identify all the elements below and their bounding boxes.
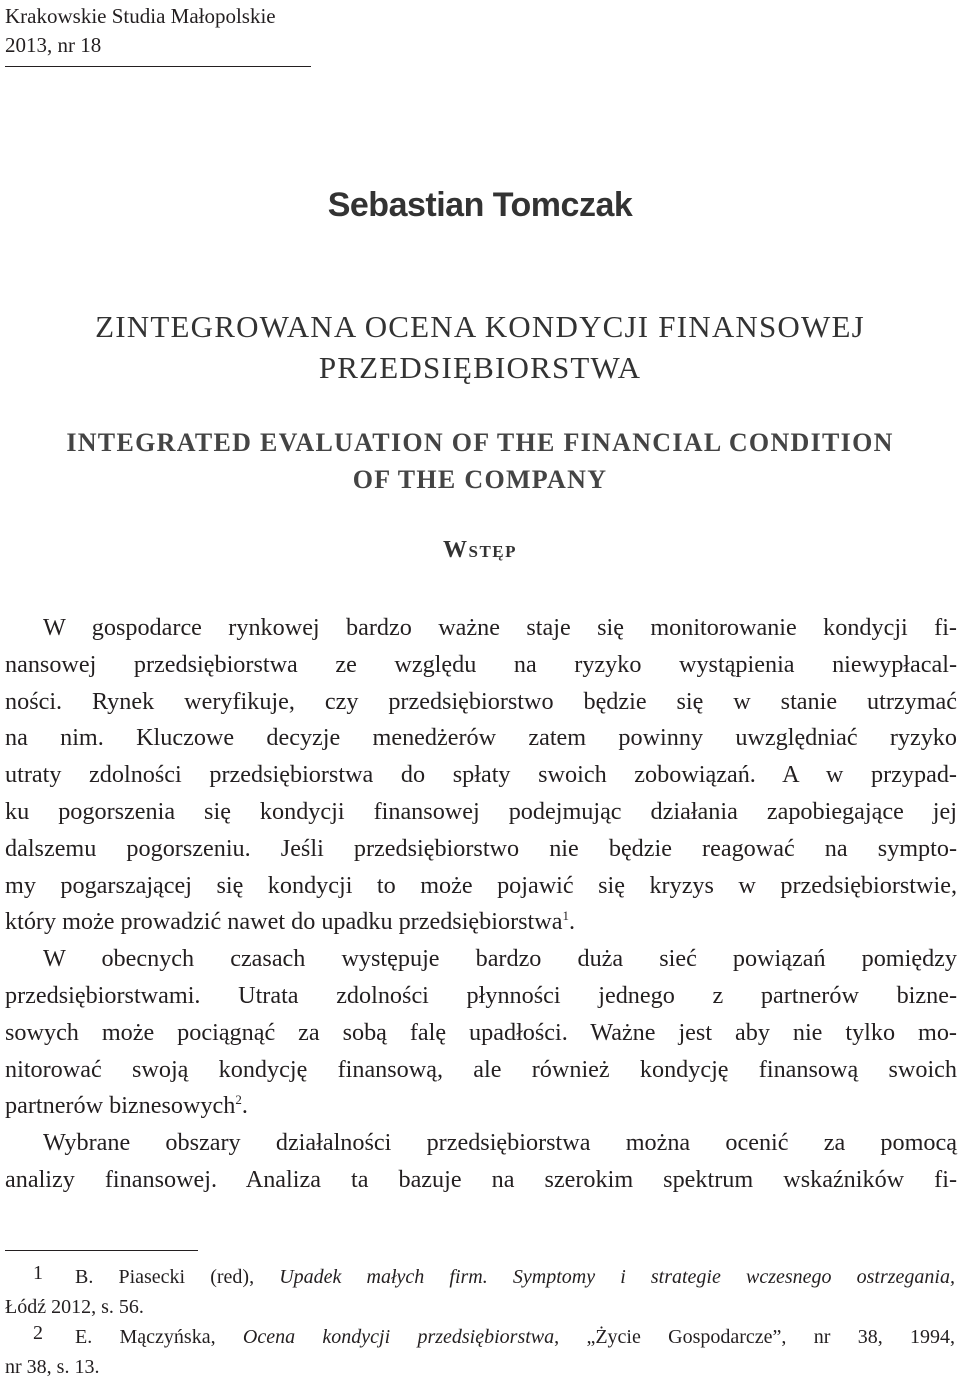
footnote-title: Upadek małych firm. Symptomy i strategie wczesnego ostrzegania, [279,1266,955,1288]
section-heading: Wstęp [442,537,518,563]
article-title-english [0,424,960,498]
footnote-2 [5,1322,955,1352]
footnotes [5,1262,955,1382]
body-line: my pogarszającej się kondycji to może pojawić się kryzys w przedsiębiorstwie, [5,871,957,899]
body-line: partnerów biznesowych$^2$. [5,1092,248,1120]
body-line: nitorować swoją kondycję finansową, ale również kondycję finansową swoich [5,1055,957,1083]
footnote-ref-1[interactable]: 1 [562,908,569,924]
footnote-1-cont: Łódź 2012, s. 56. [5,1296,144,1318]
article-title-polish [0,306,960,388]
footnote-number: 1 [33,1262,43,1284]
title-pl-line-1: ZINTEGROWANA OCENA KONDYCJI FINANSOWEJ [95,309,865,344]
paragraph-2 [5,941,957,1125]
journal-header [5,2,276,60]
body-line: przedsiębiorstwami. Utrata zdolności płynności jednego z partnerów bizne- [5,981,957,1009]
body-line: dalszemu pogorszeniu. Jeśli przedsiębiorstwo nie będzie reagować na sympto- [5,834,957,862]
footnote-1 [5,1262,955,1292]
title-en-line-1: INTEGRATED EVALUATION OF THE FINANCIAL CONDITION [66,428,894,457]
title-en-line-2: OF THE COMPANY [352,465,608,494]
article-body [5,610,957,1199]
body-line: nansowej przedsiębiorstwa ze względu na ryzyko wystąpienia niewypłacal- [5,650,957,678]
body-line: na nim. Kluczowe decyzje menedżerów zatem powinny uwzględniać ryzyko [5,724,957,752]
title-pl-line-2: PRZEDSIĘBIORSTWA [318,350,642,385]
body-line: analizy finansowej. Analiza ta bazuje na szerokim spektrum wskaźników fi- [5,1165,957,1193]
body-line: ności. Rynek weryfikuje, czy przedsiębiorstwo będzie się w stanie utrzymać [5,687,957,715]
header-divider [5,66,311,67]
paragraph-1 [5,610,957,941]
body-line: Wybrane obszary działalności przedsiębiorstwa można ocenić za pomocą [43,1129,957,1157]
footnote-title: Ocena kondycji przedsiębiorstwa [242,1326,555,1348]
body-line: ku pogorszenia się kondycji finansowej podejmując działania zapobiegające jej [5,797,957,825]
footnote-author: B. Piasecki (red), [75,1266,280,1288]
footnote-number: 2 [33,1322,43,1344]
footnote-details: , „Życie Gospodarcze”, nr 38, 1994, [554,1326,955,1348]
paragraph-3 [5,1125,957,1199]
body-line: sowych może pociągnąć za sobą falę upadłości. Ważne jest aby nie tylko mo- [5,1018,957,1046]
body-line: utraty zdolności przedsiębiorstwa do spłaty swoich zobowiązań. A w przypad- [5,761,957,789]
body-line: W obecnych czasach występuje bardzo duża sieć powiązań pomiędzy [43,945,957,973]
footnote-divider [5,1250,198,1251]
article-author: Sebastian Tomczak [327,186,633,224]
body-line-text: partnerów biznesowych [5,1092,236,1120]
body-line: który może prowadzić nawet do upadku przedsiębiorstwa$^1$. [5,908,576,936]
journal-issue: 2013, nr 18 [5,33,102,57]
footnote-2-cont: nr 38, s. 13. [5,1356,100,1378]
footnote-ref-2[interactable]: 2 [235,1092,242,1108]
footnote-author: E. Mączyńska, [75,1326,243,1348]
journal-name: Krakowskie Studia Małopolskie [5,4,276,28]
body-line: W gospodarce rynkowej bardzo ważne staje się monitorowanie kondycji fi- [43,614,957,641]
body-line-text: który może prowadzić nawet do upadku przedsiębiorstwa [5,908,563,936]
